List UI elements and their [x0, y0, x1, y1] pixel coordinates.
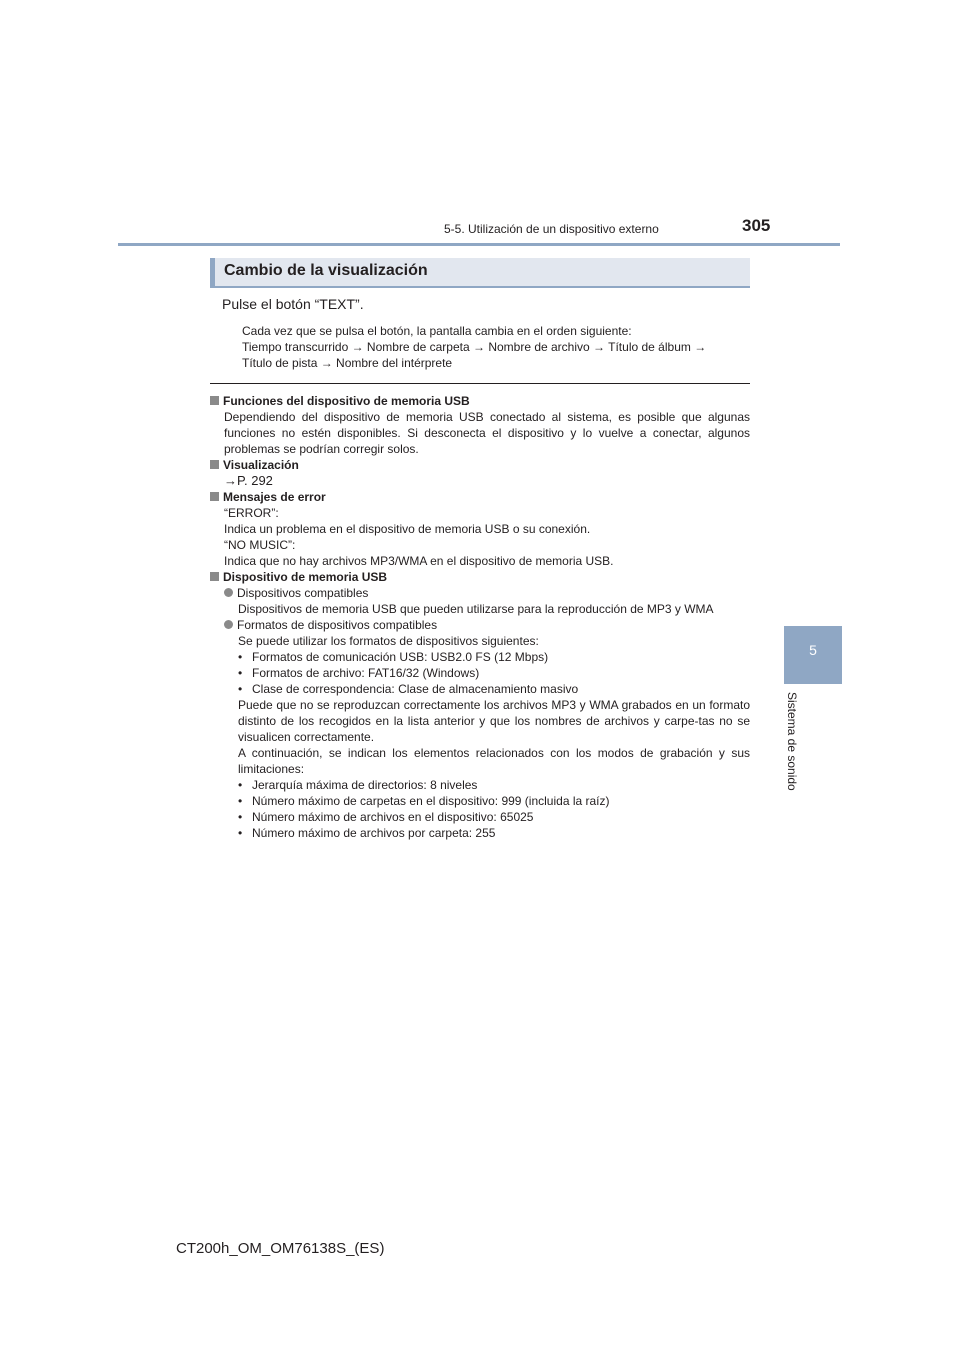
chapter-label: Sistema de sonido [785, 692, 799, 791]
sub-text: Se puede utilizar los formatos de dispositivos siguientes: [238, 634, 539, 648]
sub-text: A continuación, se indican los elementos relacionados con los modos de grabación y sus limitaciones: [238, 746, 750, 776]
instruction-step: Pulse el botón “TEXT”. [222, 296, 364, 312]
chapter-number: 5 [809, 642, 817, 658]
square-bullet-icon [210, 492, 219, 501]
section-title: Cambio de la visualización [224, 262, 428, 279]
list-item: • Formatos de archivo: FAT16/32 (Windows) [238, 666, 480, 680]
list-item-text: Formatos de archivo: FAT16/32 (Windows) [252, 666, 480, 680]
sub-heading-text: Dispositivos compatibles [237, 586, 369, 600]
list-item-text: Formatos de comunicación USB: USB2.0 FS (12 Mbps) [252, 650, 549, 664]
list-item: • Formatos de comunicación USB: USB2.0 FS (12 Mbps) [238, 650, 549, 664]
list-item: • Número máximo de archivos en el dispositivo: 65025 [238, 810, 534, 824]
header-rule [118, 243, 840, 246]
instruction-note-line: Tiempo transcurrido → Nombre de carpeta → Nombre de archivo → Título de álbum → [242, 340, 707, 354]
note-heading-text: Funciones del dispositivo de memoria USB [223, 394, 470, 408]
page-number: 305 [742, 216, 771, 235]
square-bullet-icon [210, 460, 219, 469]
instruction-note [242, 323, 752, 371]
list-item: • Número máximo de carpetas en el dispositivo: 999 (incluida la raíz) [238, 794, 610, 808]
circle-bullet-icon [224, 620, 233, 629]
note-heading-text: Visualización [223, 458, 299, 472]
notes-divider [210, 383, 750, 384]
page-reference: →P. 292 [224, 473, 273, 488]
list-item-text: Número máximo de carpetas en el dispositivo: 999 (incluida la raíz) [252, 794, 610, 808]
notes-body [210, 393, 750, 841]
sub-heading-text: Formatos de dispositivos compatibles [237, 618, 438, 632]
list-item: • Clase de correspondencia: Clase de almacenamiento masivo [238, 682, 579, 696]
circle-bullet-icon [224, 588, 233, 597]
list-item-text: Clase de correspondencia: Clase de almacenamiento masivo [252, 682, 579, 696]
note-heading-text: Mensajes de error [223, 490, 326, 504]
running-header: 5-5. Utilización de un dispositivo externo [444, 222, 659, 236]
square-bullet-icon [210, 396, 219, 405]
note-heading [210, 489, 750, 505]
list-item: • Jerarquía máxima de directorios: 8 niveles [238, 778, 478, 792]
note-heading [210, 569, 750, 585]
instruction-note-line: Título de pista → Nombre del intérprete [242, 356, 453, 370]
document-code: CT200h_OM_OM76138S_(ES) [176, 1240, 385, 1257]
list-item: • Número máximo de archivos por carpeta: 255 [238, 826, 496, 840]
note-heading-text: Dispositivo de memoria USB [223, 570, 388, 584]
note-heading [210, 393, 750, 409]
instruction-note-line: Cada vez que se pulsa el botón, la pantalla cambia en el orden siguiente: [242, 324, 632, 338]
note-text: Dependiendo del dispositivo de memoria USB conectado al sistema, es posible que algunas funciones no estén disponibles. Si desconecta el dispositivo y lo vuelve a conectar, algunos problemas se podrían corregir solos. [224, 410, 750, 456]
chapter-label-wrap [783, 692, 803, 802]
section-heading [210, 258, 750, 288]
chapter-tab [784, 626, 842, 684]
sub-heading [210, 585, 750, 601]
error-text: Indica que no hay archivos MP3/WMA en el dispositivo de memoria USB. [224, 554, 614, 568]
sub-text: Puede que no se reproduzcan correctamente los archivos MP3 y WMA grabados en un formato distinto de los recogidos en la lista anterior y que los nombres de archivos y carpe-tas no se visualicen correctamente. [238, 698, 750, 744]
list-item-text: Número máximo de archivos por carpeta: 255 [252, 826, 496, 840]
section-heading-bar [210, 258, 215, 286]
sub-text: Dispositivos de memoria USB que pueden utilizarse para la reproducción de MP3 y WMA [238, 602, 714, 616]
note-heading [210, 457, 750, 473]
square-bullet-icon [210, 572, 219, 581]
sub-heading [210, 617, 750, 633]
error-label: “ERROR”: [224, 506, 279, 520]
list-item-text: Jerarquía máxima de directorios: 8 niveles [252, 778, 478, 792]
error-label: “NO MUSIC”: [224, 538, 296, 552]
error-text: Indica un problema en el dispositivo de memoria USB o su conexión. [224, 522, 591, 536]
list-item-text: Número máximo de archivos en el dispositivo: 65025 [252, 810, 534, 824]
